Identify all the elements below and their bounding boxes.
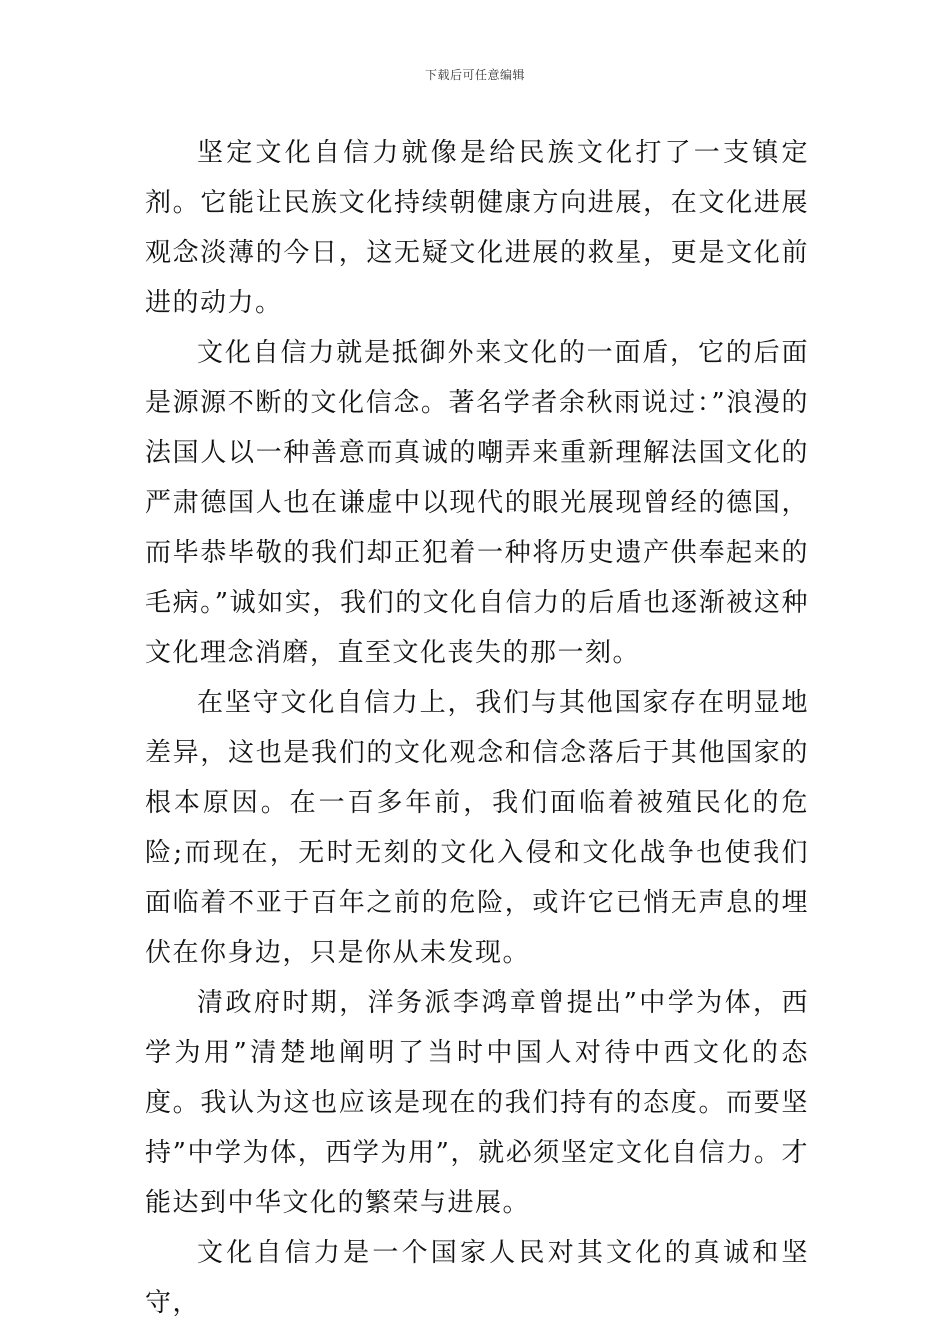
paragraph-2: 文化自信力就是抵御外来文化的一面盾，它的后面是源源不断的文化信念。著名学者余秋雨说过：”浪漫的法国人以一种善意而真诚的嘲弄来重新理解法国文化的严肃德国人也在谦虚中以现代的眼光展现曾经的德国，而毕恭毕敬的我们却正犯着一种将历史遗产供奉起来的毛病。”诚如实，我们的文化自信力的后盾也逐渐被这种文化理念消磨，直至文化丧失的那一刻。	[145, 338, 809, 668]
paragraph-5: 文化自信力是一个国家人民对其文化的真诚和坚守，	[145, 1238, 809, 1318]
paragraph-1: 坚定文化自信力就像是给民族文化打了一支镇定剂。它能让民族文化持续朝健康方向进展，在文化进展观念淡薄的今日，这无疑文化进展的救星，更是文化前进的动力。	[145, 138, 809, 318]
document-body	[145, 128, 809, 1328]
paragraph-3: 在坚守文化自信力上，我们与其他国家存在明显地差异，这也是我们的文化观念和信念落后于其他国家的根本原因。在一百多年前，我们面临着被殖民化的危险;而现在，无时无刻的文化入侵和文化战争也使我们面临着不亚于百年之前的危险，或许它已悄无声息的埋伏在你身边，只是你从未发现。	[145, 688, 809, 968]
page-header: 下载后可任意编辑	[424, 68, 525, 82]
paragraph-4: 清政府时期，洋务派李鸿章曾提出”中学为体，西学为用”清楚地阐明了当时中国人对待中西文化的态度。我认为这也应该是现在的我们持有的态度。而要坚持”中学为体，西学为用”，就必须坚定文化自信力。才能达到中华文化的繁荣与进展。	[145, 988, 809, 1218]
